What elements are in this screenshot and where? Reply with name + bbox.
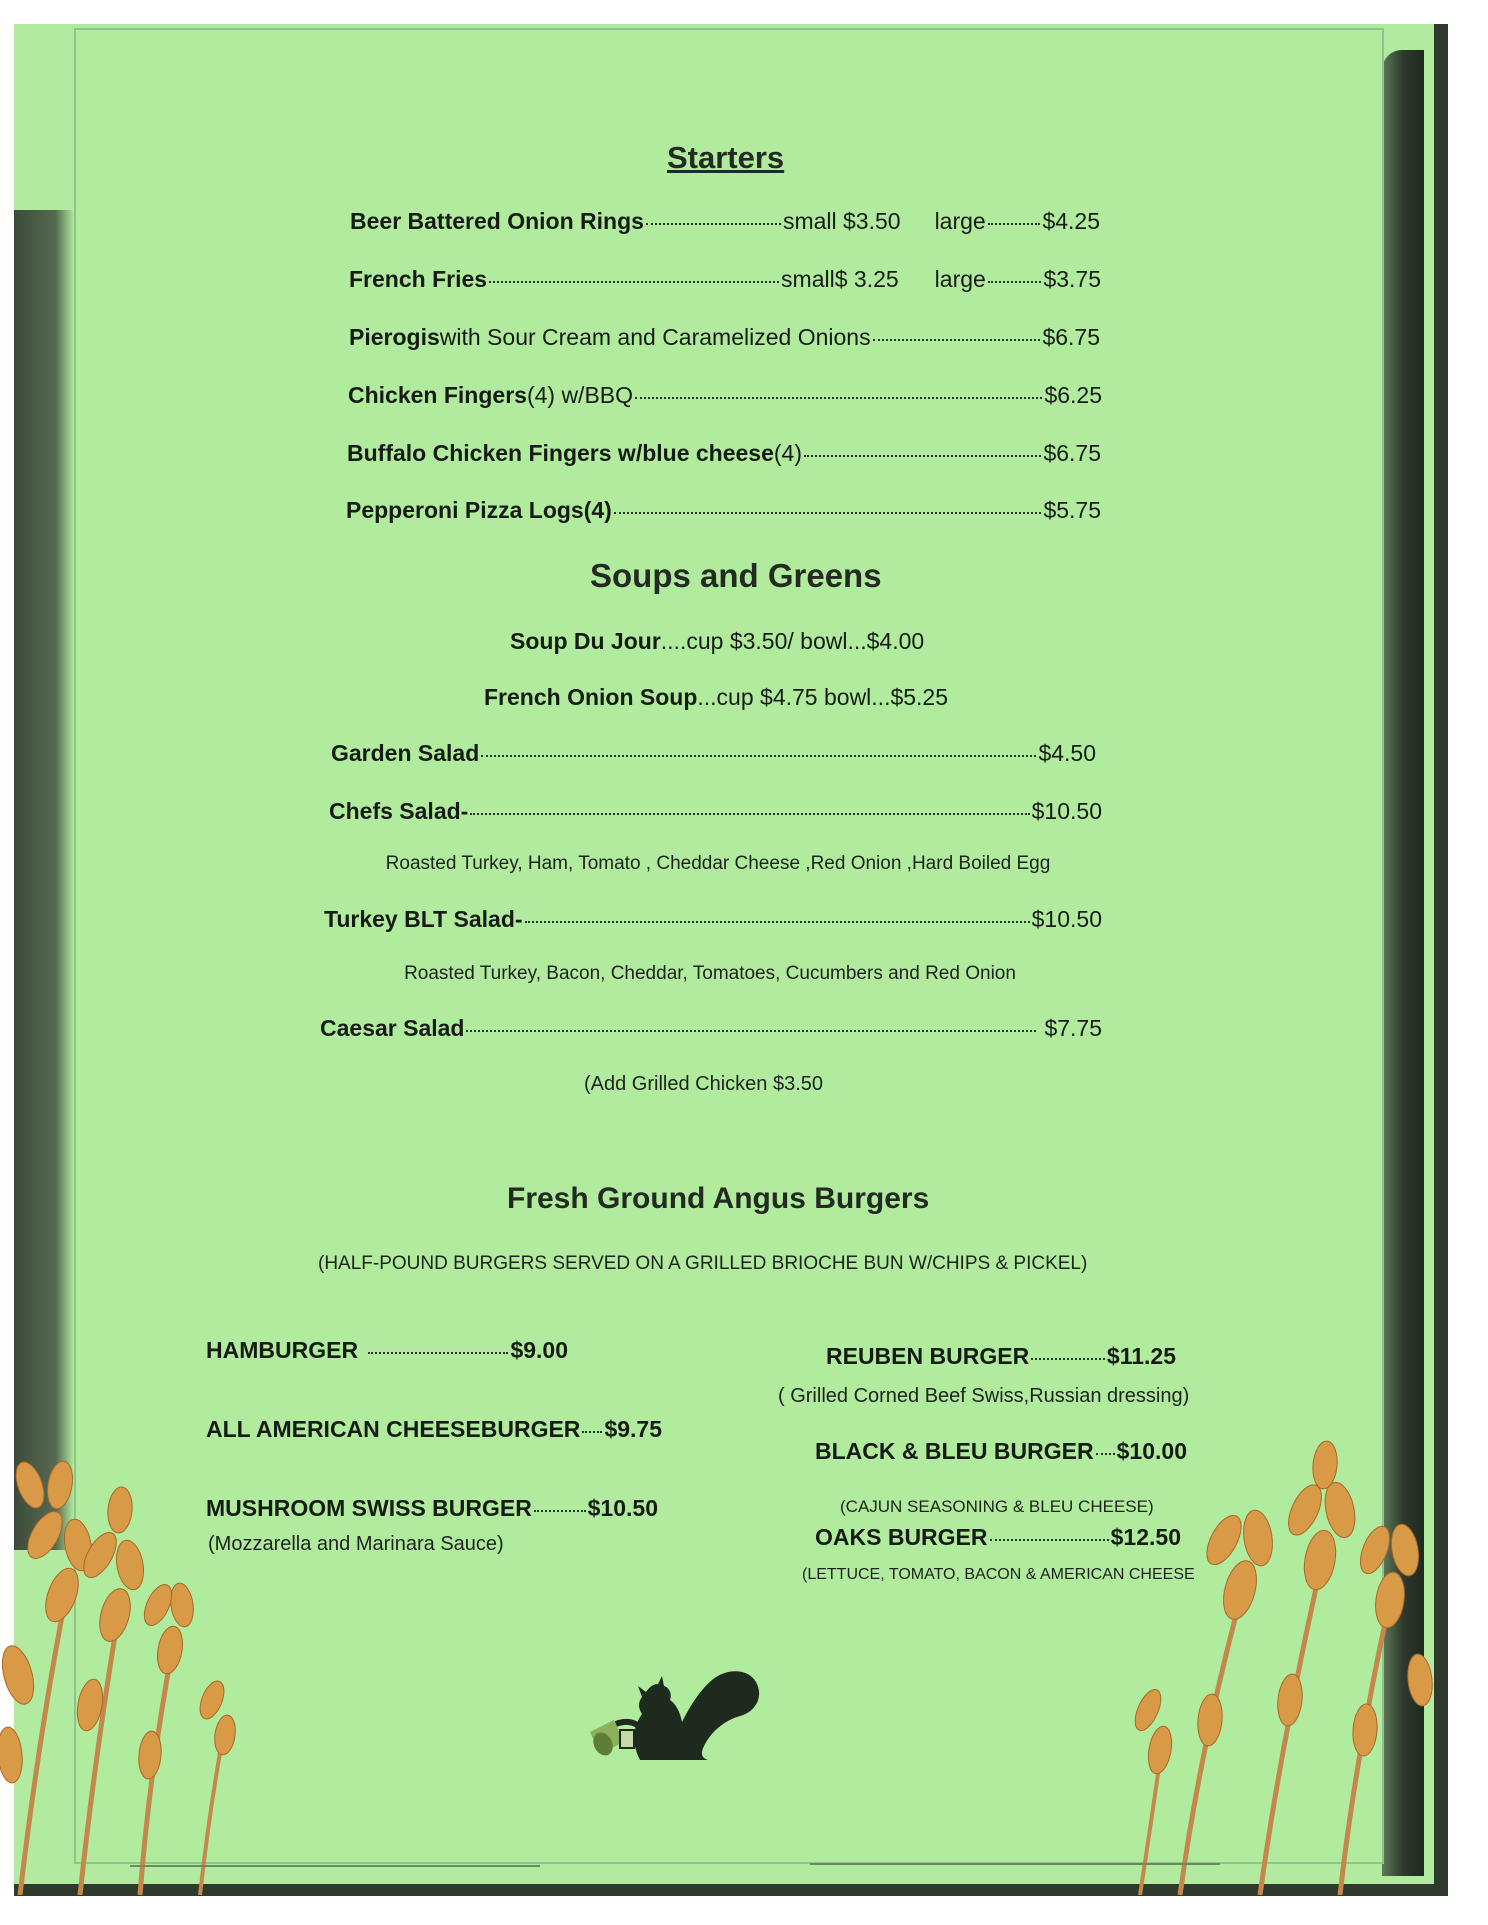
squirrel-with-mug-icon [580, 1650, 770, 1765]
item-price: $10.50 [587, 1495, 658, 1521]
menu-item-pizza-logs [346, 497, 1101, 524]
item-price: $4.50 [1038, 740, 1096, 766]
item-name: MUSHROOM SWISS BURGER [206, 1495, 532, 1521]
dot-leader [988, 281, 1042, 283]
dot-leader [466, 1030, 1036, 1032]
dot-leader [614, 512, 1042, 514]
item-name: Turkey BLT Salad- [324, 906, 523, 932]
item-price: $9.75 [604, 1416, 662, 1442]
item-price: $6.75 [1042, 324, 1100, 350]
soups-title: Soups and Greens [590, 557, 882, 594]
item-prices: ...cup $4.75 bowl...$5.25 [697, 684, 949, 710]
item-price: $6.25 [1044, 382, 1102, 408]
item-desc: (4) [773, 440, 803, 466]
dot-leader [1031, 1358, 1105, 1360]
item-large-label: large [934, 266, 986, 292]
chefs-salad-description: Roasted Turkey, Ham, Tomato , Cheddar Cheese ,Red Onion ,Hard Boiled Egg [385, 853, 1051, 874]
item-name: Beer Battered Onion Rings [350, 208, 644, 234]
item-name: Pepperoni Pizza Logs [346, 497, 584, 523]
item-price: $5.75 [1043, 497, 1101, 523]
dot-leader [646, 223, 781, 225]
caesar-add-on: (Add Grilled Chicken $3.50 [584, 1073, 824, 1095]
item-price: $9.00 [510, 1337, 568, 1363]
oaks-burger-description: (LETTUCE, TOMATO, BACON & AMERICAN CHEESE [802, 1566, 1195, 1583]
dot-leader [489, 281, 779, 283]
dot-leader [470, 813, 1029, 815]
menu-item-pierogis [349, 324, 1100, 351]
dot-leader [582, 1431, 602, 1433]
item-name: French Onion Soup [484, 684, 698, 710]
dot-leader [481, 755, 1036, 757]
item-name: REUBEN BURGER [826, 1343, 1030, 1369]
item-price: $11.25 [1106, 1343, 1176, 1369]
menu-item-chefs-salad [329, 798, 1102, 825]
item-price: $10.50 [1031, 798, 1102, 824]
french-onion-soup [484, 684, 948, 711]
item-desc: (4) w/BBQ [526, 382, 634, 408]
item-name: Buffalo Chicken Fingers w/blue cheese [347, 440, 774, 466]
turkey-blt-description: Roasted Turkey, Bacon, Cheddar, Tomatoes, Cucumbers and Red Onion [404, 963, 1016, 984]
wheat-stalks-left-decoration [0, 1425, 270, 1895]
mushroom-swiss-description: (Mozzarella and Marinara Sauce) [208, 1533, 504, 1555]
burgers-title: Fresh Ground Angus Burgers [507, 1182, 930, 1215]
burgers-subtitle: (HALF-POUND BURGERS SERVED ON A GRILLED BRIOCHE BUN W/CHIPS & PICKEL) [318, 1253, 1088, 1274]
item-small-price: small$ 3.25 [781, 266, 899, 292]
item-name: OAKS BURGER [815, 1524, 988, 1550]
item-name: Caesar Salad [320, 1015, 465, 1041]
item-name: Soup Du Jour [510, 628, 661, 654]
item-price: $7.75 [1044, 1015, 1102, 1041]
dot-leader [804, 455, 1041, 457]
menu-item-turkey-blt-salad [324, 906, 1102, 933]
dot-leader [873, 339, 1041, 341]
menu-item-buffalo-fingers [347, 440, 1101, 467]
dot-leader [368, 1352, 508, 1354]
item-price: $6.75 [1043, 440, 1101, 466]
menu-item-onion-rings [350, 208, 1100, 235]
dot-leader [635, 397, 1042, 399]
item-large-label: large [934, 208, 986, 234]
item-name: French Fries [349, 266, 488, 292]
item-name: Chefs Salad- [329, 798, 469, 824]
soup-du-jour [510, 628, 924, 655]
item-name: Chicken Fingers [348, 382, 527, 408]
menu-item-reuben-burger [826, 1343, 1176, 1370]
dot-leader [988, 223, 1041, 225]
item-name: ALL AMERICAN CHEESEBURGER [206, 1416, 581, 1442]
wheat-stalks-right-decoration [1100, 1430, 1440, 1895]
item-name: HAMBURGER [206, 1337, 359, 1363]
item-large-price: $3.75 [1043, 266, 1101, 292]
item-price: $10.00 [1116, 1438, 1187, 1464]
menu-item-mushroom-swiss [206, 1495, 658, 1522]
menu-item-chicken-fingers [348, 382, 1102, 409]
item-prices: ....cup $3.50/ bowl...$4.00 [660, 628, 925, 654]
menu-item-caesar-salad [320, 1015, 1102, 1042]
dot-leader [990, 1539, 1109, 1541]
starters-title: Starters [667, 140, 785, 175]
bottom-rule-right [810, 1863, 1220, 1865]
item-desc: (4) [583, 497, 612, 523]
black-bleu-description: (CAJUN SEASONING & BLEU CHEESE) [840, 1497, 1154, 1516]
item-price: $12.50 [1110, 1524, 1181, 1550]
menu-item-hamburger [206, 1337, 568, 1364]
item-price: $10.50 [1031, 906, 1102, 932]
item-desc: with Sour Cream and Caramelized Onions [439, 324, 871, 350]
dot-leader [525, 921, 1030, 923]
dot-leader [534, 1510, 586, 1512]
menu-item-all-american-cheeseburger [206, 1416, 662, 1443]
item-large-price: $4.25 [1042, 208, 1100, 234]
item-small-price: small $3.50 [782, 208, 901, 234]
bottom-rule-left [130, 1865, 540, 1867]
reuben-description: ( Grilled Corned Beef Swiss,Russian dressing) [778, 1385, 1190, 1407]
item-name: Garden Salad [331, 740, 480, 766]
item-name: BLACK & BLEU BURGER [815, 1438, 1094, 1464]
menu-item-french-fries [349, 266, 1101, 293]
left-shadow [14, 210, 74, 1550]
item-name: Pierogis [349, 324, 440, 350]
menu-item-garden-salad [331, 740, 1096, 767]
